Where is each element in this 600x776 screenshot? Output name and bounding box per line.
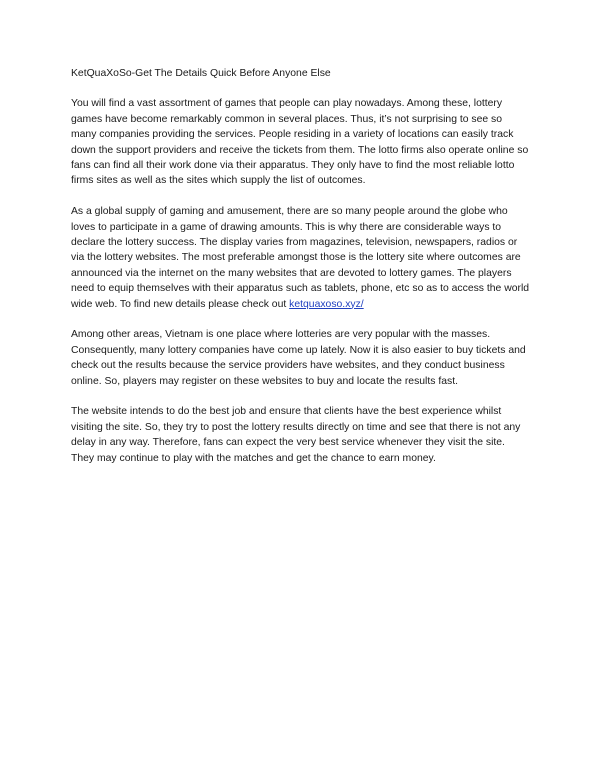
paragraph-1: You will find a vast assortment of games that people can play nowadays. Among these, lottery games have become remarkably common in several places. Thus, it’s not surprising to see so many companies providing the services. People residing in a variety of locations can easily track down the support providers and receive the tickets from them. The lotto firms also operate online so fans can find all their work done via their apparatus. They only have to find the most reliable lotto firms sites as well as the sites which supply the list of outcomes. [71,98,529,187]
paragraph-2 [71,204,530,312]
ketquaxoso-link[interactable]: ketquaxoso.xyz/ [289,298,364,310]
paragraph-4: The website intends to do the best job and ensure that clients have the best experience whilst visiting the site. So, they try to post the lottery results directly on time and see that there is not any delay in any way. Therefore, fans can expect the very best service whenever they visit the site. They may continue to play with the matches and get the chance to earn money. [71,406,521,464]
paragraph-3: Among other areas, Vietnam is one place where lotteries are very popular with the masses. Consequently, many lottery companies have come up lately. Now it is also easier to buy tickets and check out the results because the service providers have websites, and they conduct business online. So, players may register on these websites to buy and locate the results fast. [71,329,526,387]
paragraph-2-text: As a global supply of gaming and amusement, there are so many people around the globe who loves to participate in a game of drawing amounts. This is why there are considerable ways to declare the lottery success. The display varies from magazines, television, newspapers, radios or via the lottery websites. The most preferable amongst those is the lottery site where outcomes are announced via the internet on the many websites that are devoted to lottery games. The players need to equip themselves with their apparatus such as tablets, phone, etc so as to access the world wide web. To find new details please check out [71,206,530,310]
document-title: KetQuaXoSo-Get The Details Quick Before Anyone Else [71,68,331,79]
